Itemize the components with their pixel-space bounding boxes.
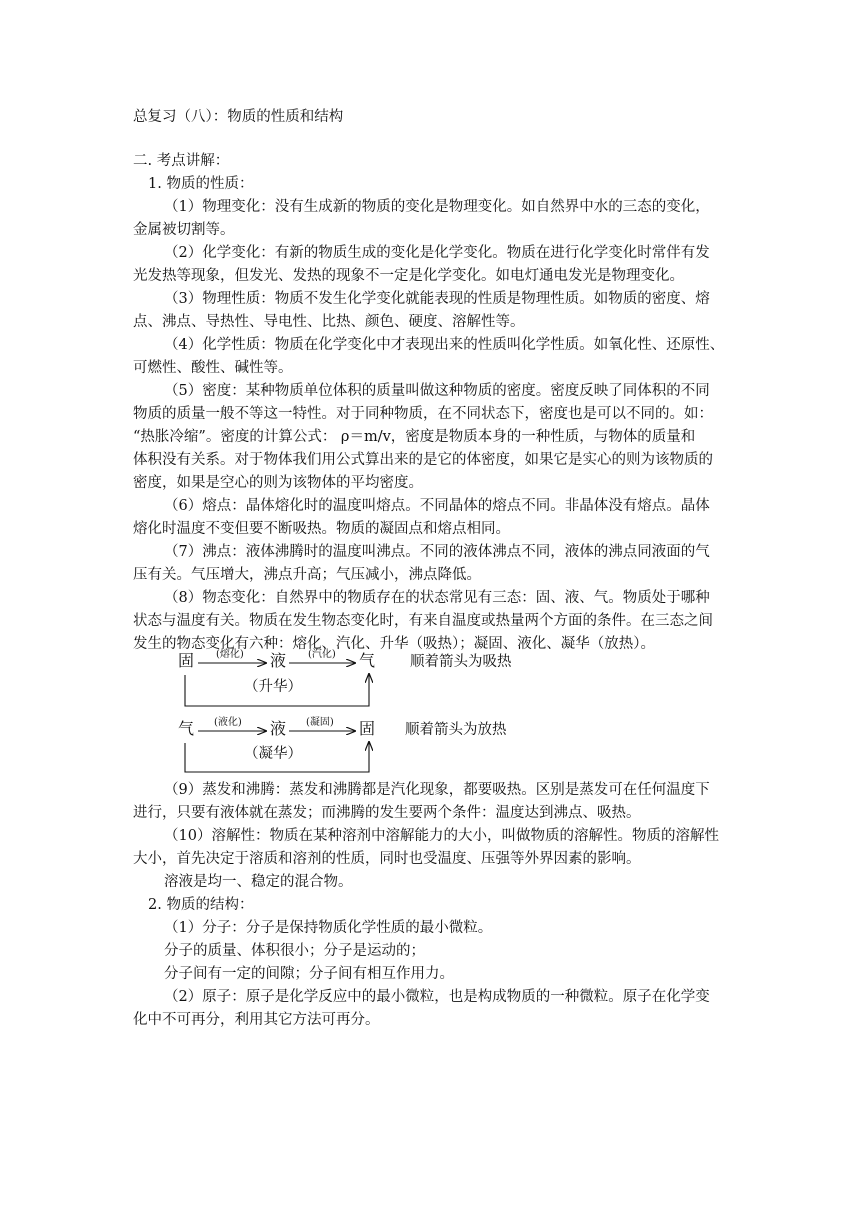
paragraph-line: “热胀冷缩”。密度的计算公式： ρ＝m/v，密度是物质本身的一种性质，与物体的质量和 (133, 429, 696, 445)
paragraph-line: （6）熔点：晶体熔化时的温度叫熔点。不同晶体的熔点不同。非晶体没有熔点。晶体 (164, 498, 710, 514)
paragraph-line: 物质的质量一般不等这一特性。对于同种物质，在不同状态下，密度也是可以不同的。如： (133, 406, 713, 422)
paragraph-line: 分子间有一定的间隙；分子间有相互作用力。 (164, 966, 454, 982)
diagram1-state-liquid: 液 (270, 651, 287, 670)
paragraph-line: （10）溶解性：物质在某种溶剂中溶解能力的大小，叫做物质的溶解性。物质的溶解性 (164, 828, 719, 844)
paragraph-line: 金属被切割等。 (133, 222, 235, 238)
diagram2-arrow-label-solidification: (凝固) (306, 717, 334, 728)
paragraph-line: 溶液是均一、稳定的混合物。 (164, 874, 353, 890)
diagram1-arrow-label-melting: (熔化) (216, 649, 244, 660)
diagram2-state-solid: 固 (359, 719, 376, 738)
paragraph-line: 熔化时温度不变但要不断吸热。物质的凝固点和熔点相同。 (133, 521, 510, 537)
page-title: 总复习（八）：物质的性质和结构 (133, 109, 344, 125)
diagram1-loop-label: （升华） (244, 679, 302, 695)
paragraph-line: （7）沸点：液体沸腾时的温度叫沸点。不同的液体沸点不同，液体的沸点同液面的气 (164, 544, 710, 560)
diagram2-arrow-label-liquefaction: (液化) (214, 717, 242, 728)
paragraph-line: （2）原子：原子是化学反应中的最小微粒，也是构成物质的一种微粒。原子在化学变 (164, 989, 710, 1005)
paragraph-line: 体积没有关系。对于物体我们用公式算出来的是它的体密度，如果它是实心的则为该物质的 (133, 452, 713, 468)
paragraph-line: 发生的物态变化有六种：熔化、汽化、升华（吸热）；凝固、液化、凝华（放热）。 (133, 636, 655, 652)
paragraph-line: 大小，首先决定于溶质和溶剂的性质，同时也受温度、压强等外界因素的影响。 (133, 851, 641, 867)
paragraph-line: 光发热等现象，但发光、发热的现象不一定是化学变化。如电灯通电发光是物理变化。 (133, 268, 684, 284)
diagram1-state-gas: 气 (359, 651, 376, 670)
paragraph-line: 进行，只要有液体就在蒸发；而沸腾的发生要两个条件：温度达到沸点、吸热。 (133, 805, 641, 821)
section-heading: 二. 考点讲解： (133, 153, 230, 169)
paragraph-line: 可燃性、酸性、碱性等。 (133, 360, 293, 376)
diagram1-note: 顺着箭头为吸热 (410, 654, 512, 670)
paragraph-line: （9）蒸发和沸腾：蒸发和沸腾都是汽化现象，都要吸热。区别是蒸发可在任何温度下 (164, 782, 710, 798)
subsection-heading: 2. 物质的结构： (148, 897, 254, 913)
paragraph-line: 点、沸点、导热性、导电性、比热、颜色、硬度、溶解性等。 (133, 314, 525, 330)
paragraph-line: （5）密度：某种物质单位体积的质量叫做这种物质的密度。密度反映了同体积的不同 (164, 383, 710, 399)
diagram2-state-liquid: 液 (270, 719, 287, 738)
paragraph-line: 密度，如果是空心的则为该物体的平均密度。 (133, 475, 423, 491)
diagram2-loop-label: （凝华） (244, 746, 302, 762)
paragraph-line: （3）物理性质：物质不发生化学变化就能表现的性质是物理性质。如物质的密度、熔 (164, 291, 710, 307)
paragraph-line: （4）化学性质：物质在化学变化中才表现出来的性质叫化学性质。如氧化性、还原性、 (164, 337, 725, 353)
diagram2-note: 顺着箭头为放热 (405, 722, 507, 738)
diagram1-state-solid: 固 (178, 651, 195, 670)
paragraph-line: 分子的质量、体积很小；分子是运动的； (164, 943, 425, 959)
paragraph-line: （2）化学变化：有新的物质生成的变化是化学变化。物质在进行化学变化时常伴有发 (164, 245, 710, 261)
paragraph-line: （8）物态变化：自然界中的物质存在的状态常见有三态：固、液、气。物质处于哪种 (164, 590, 710, 606)
diagram2-state-gas: 气 (178, 719, 195, 738)
paragraph-line: 状态与温度有关。物质在发生物态变化时，有来自温度或热量两个方面的条件。在三态之间 (133, 613, 713, 629)
paragraph-line: 压有关。气压增大，沸点升高；气压减小，沸点降低。 (133, 567, 481, 583)
paragraph-line: （1）物理变化：没有生成新的物质的变化是物理变化。如自然界中水的三态的变化， (164, 199, 710, 215)
paragraph-line: （1）分子：分子是保持物质化学性质的最小微粒。 (164, 920, 493, 936)
paragraph-line: 化中不可再分，利用其它方法可再分。 (133, 1012, 380, 1028)
subsection-heading: 1. 物质的性质： (148, 176, 254, 192)
diagram1-arrow-label-vaporization: (汽化) (308, 649, 336, 660)
